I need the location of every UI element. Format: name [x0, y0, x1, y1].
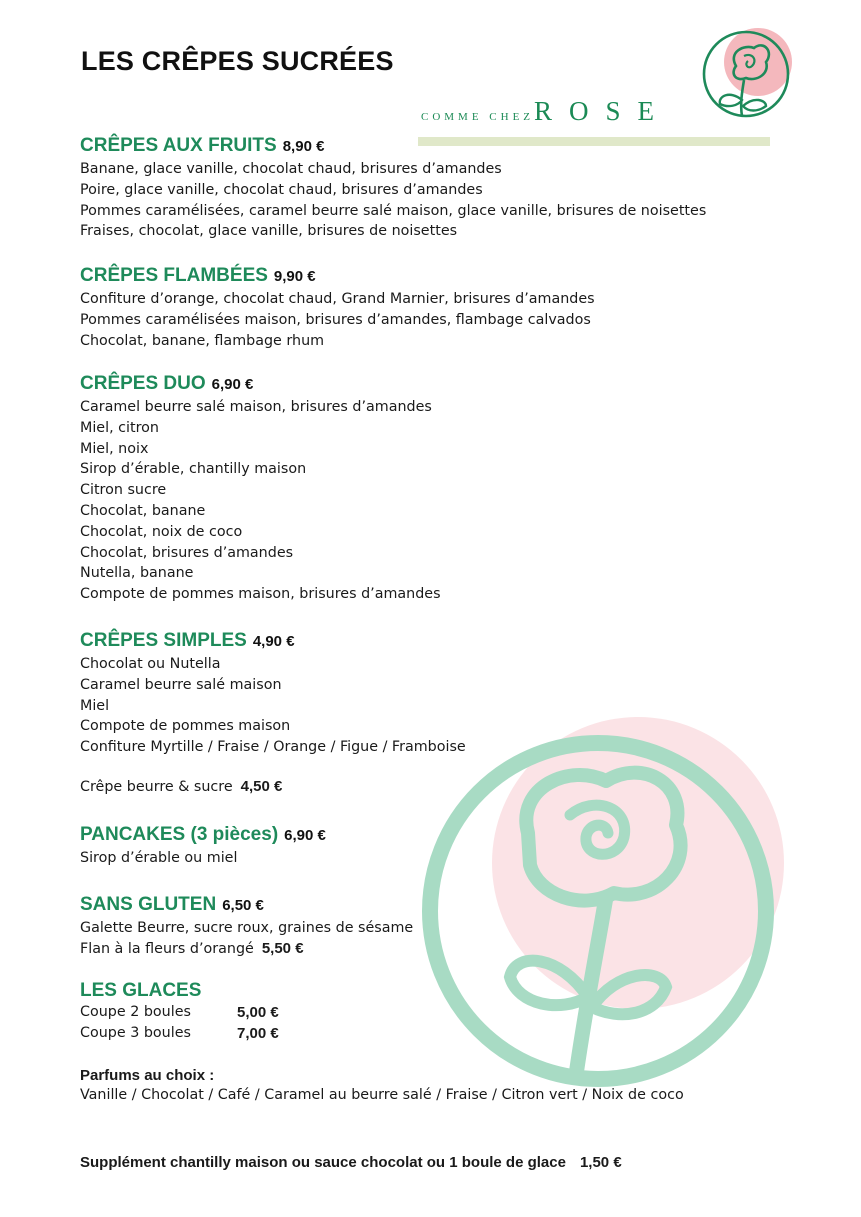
item-label: Crêpe beurre & sucre [80, 779, 233, 795]
menu-item: Nutella, banane [80, 565, 194, 582]
section-title: SANS GLUTEN [80, 894, 217, 915]
supplement-price: 1,50 € [579, 1154, 622, 1171]
supplement-line [80, 1154, 622, 1171]
brand-prefix: COMME CHEZ [421, 111, 535, 123]
menu-item: Sirop d’érable, chantilly maison [80, 461, 307, 478]
menu-item: Chocolat, banane [80, 502, 206, 519]
parfums-heading: Parfums au choix : [80, 1067, 215, 1084]
section-price: 8,90 € [282, 138, 325, 155]
glace-price: 5,00 € [237, 1004, 279, 1021]
section-price: 6,50 € [222, 897, 264, 914]
section-title: LES GLACES [80, 980, 202, 1001]
menu-item: Miel, noix [80, 440, 149, 457]
menu-item: Chocolat, brisures d’amandes [80, 544, 294, 561]
section-crepes-simples [80, 629, 760, 758]
section-title: CRÊPES AUX FRUITS [80, 135, 277, 156]
section-glaces [80, 979, 760, 1046]
menu-item: Caramel beurre salé maison [80, 676, 282, 693]
section-crepes-fruits [80, 134, 760, 242]
section-sans-gluten [80, 893, 760, 960]
glace-label: Coupe 3 boules [80, 1024, 191, 1041]
menu-item: Confiture d’orange, chocolat chaud, Grand Marnier, brisures d’amandes [80, 291, 595, 307]
brand-name: ROSE [534, 96, 672, 126]
crepe-beurre-sucre-line [80, 778, 282, 795]
menu-item: Compote de pommes maison, brisures d’amandes [80, 586, 441, 603]
section-price: 6,90 € [211, 376, 254, 393]
section-title: CRÊPES SIMPLES [80, 630, 247, 651]
glace-price: 7,00 € [237, 1024, 279, 1042]
menu-item: Galette Beurre, sucre roux, graines de sésame [80, 920, 414, 936]
menu-item: Citron sucre [80, 482, 167, 499]
section-pancakes [80, 823, 760, 869]
item-label: Flan à la fleurs d’orangé [80, 940, 254, 957]
glace-row [80, 1025, 760, 1046]
menu-item-flan [80, 939, 760, 960]
menu-item: Confiture Myrtille / Fraise / Orange / Figue / Framboise [80, 739, 466, 756]
menu-item: Miel [80, 697, 110, 714]
item-price: 5,50 € [261, 939, 304, 957]
glace-label: Coupe 2 boules [80, 1004, 191, 1020]
page-title: LES CRÊPES SUCRÉES [81, 46, 394, 76]
section-title: PANCAKES (3 pièces) [80, 824, 279, 845]
menu-item: Caramel beurre salé maison, brisures d’amandes [80, 399, 432, 415]
brand-wordmark [421, 96, 671, 127]
section-price: 4,90 € [252, 633, 295, 650]
menu-item: Pommes caramélisées maison, brisures d’amandes, flambage calvados [80, 311, 591, 328]
item-price: 4,50 € [240, 778, 283, 795]
menu-item: Compote de pommes maison [80, 718, 291, 735]
supplement-label: Supplément chantilly maison ou sauce chocolat ou 1 boule de glace [80, 1154, 566, 1171]
section-price: 9,90 € [273, 268, 316, 285]
menu-item: Chocolat, noix de coco [80, 523, 243, 540]
rose-logo-icon [700, 26, 796, 134]
menu-item: Miel, citron [80, 419, 159, 436]
glace-row [80, 1004, 760, 1025]
section-title: CRÊPES DUO [80, 373, 206, 394]
menu-item: Fraises, chocolat, glace vanille, brisures de noisettes [80, 223, 458, 240]
menu-item: Chocolat ou Nutella [80, 656, 221, 672]
menu-item: Poire, glace vanille, chocolat chaud, brisures d’amandes [80, 181, 483, 198]
section-price: 6,90 € [284, 827, 326, 844]
section-title: CRÊPES FLAMBÉES [80, 265, 268, 286]
menu-item: Sirop d’érable ou miel [80, 850, 238, 866]
menu-item: Chocolat, banane, flambage rhum [80, 332, 325, 349]
parfums-list: Vanille / Chocolat / Café / Caramel au beurre salé / Fraise / Citron vert / Noix de coco [80, 1087, 684, 1103]
section-crepes-flambees [80, 264, 760, 351]
menu-item: Banane, glace vanille, chocolat chaud, brisures d’amandes [80, 161, 502, 177]
section-crepes-duo [80, 372, 760, 605]
menu-item: Pommes caramélisées, caramel beurre salé maison, glace vanille, brisures de noisettes [80, 202, 707, 219]
